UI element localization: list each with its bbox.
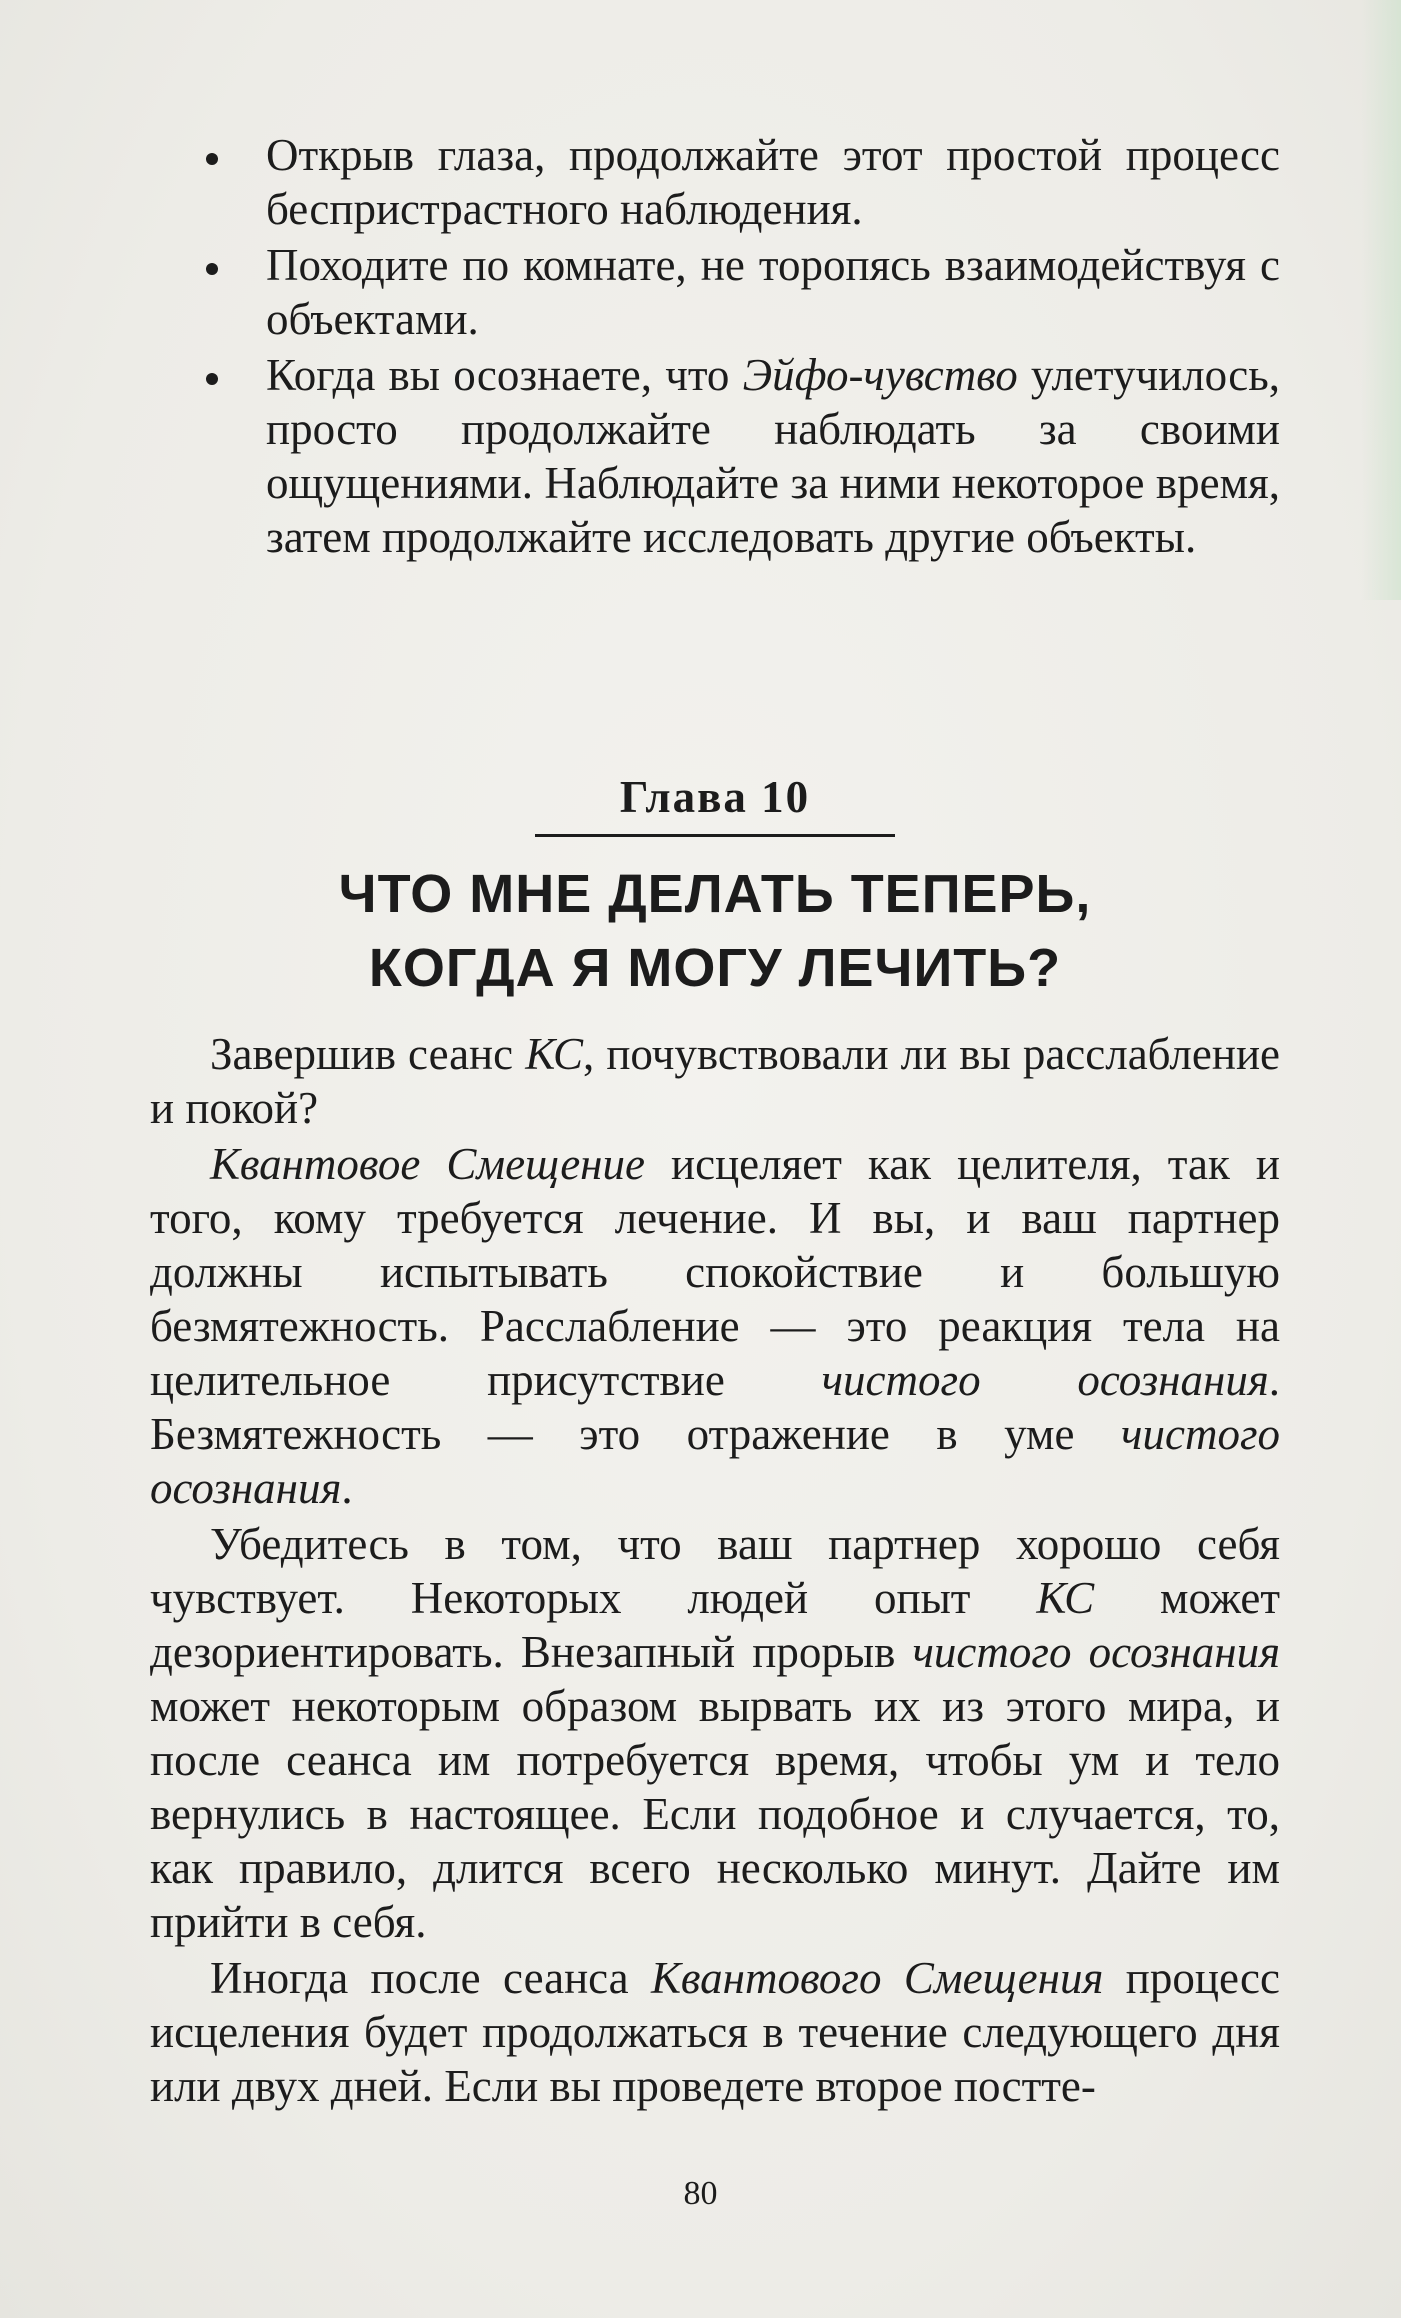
chapter-divider <box>535 834 895 837</box>
italic-segment: КС <box>1036 1573 1095 1623</box>
text-segment: Походите по комнате, не торопясь взаимодействуя с объектами. <box>266 240 1280 344</box>
page-number: 80 <box>683 2175 718 2212</box>
text-segment: улетучилось, просто продолжайте наблюдать за своими ощущениями. Наблюдайте за ними некоторое время, затем продолжайте исследовать другие объекты. <box>266 350 1280 562</box>
page-edge-tint <box>1361 0 1401 600</box>
bullet-list <box>150 128 1280 564</box>
bullet-item <box>150 128 1280 236</box>
bullet-dot-icon <box>206 153 218 165</box>
text-segment: . Безмятежность — это отражение в уме <box>150 1355 1280 1459</box>
italic-segment: Эйфо-чувство <box>742 350 1018 400</box>
text-segment: процесс исцеления будет продолжаться в течение следующего дня или двух дней. Если вы проведете второе постте- <box>150 1953 1280 2111</box>
paragraph <box>150 1951 1280 2113</box>
paragraph <box>150 1517 1280 1949</box>
paragraph <box>150 1027 1280 1135</box>
text-segment: Открыв глаза, продолжайте этот простой процесс беспристрастного наблюдения. <box>266 130 1280 234</box>
bullet-item <box>150 238 1280 346</box>
text-segment: Убедитесь в том, что ваш партнер хорошо себя чувствует. Некоторых людей опыт <box>150 1519 1280 1623</box>
italic-segment: чистого осознания <box>821 1355 1269 1405</box>
body-text <box>150 1027 1280 2113</box>
text-segment: Когда вы осознаете, что <box>266 350 743 400</box>
chapter-label: Глава 10 <box>619 772 811 822</box>
text-segment: может некоторым образом вырвать их из этого мира, и после сеанса им потребуется время, чтобы ум и тело вернулись в настоящее. Если подобное и случается, то, как правило, длится всего несколько минут. Дайте им прийти в себя. <box>150 1681 1280 1947</box>
text-segment: может дезориентировать. Внезапный прорыв <box>150 1573 1281 1677</box>
text-column <box>150 128 1280 2115</box>
italic-segment: КС <box>525 1029 584 1079</box>
chapter-title <box>150 857 1280 1005</box>
bullet-text <box>266 350 1280 562</box>
italic-segment: Квантовое Смещение <box>210 1139 645 1189</box>
bullet-dot-icon <box>206 263 218 275</box>
bullet-item <box>150 348 1280 564</box>
chapter-title-line: КОГДА Я МОГУ ЛЕЧИТЬ? <box>368 938 1062 998</box>
text-segment: . <box>341 1463 353 1513</box>
italic-segment: Квантового Смещения <box>651 1953 1104 2003</box>
italic-segment: чистого осознания <box>912 1627 1280 1677</box>
chapter-title-line: ЧТО МНЕ ДЕЛАТЬ ТЕПЕРЬ, <box>338 864 1092 924</box>
paragraph <box>150 1137 1280 1515</box>
text-segment: исцеляет как целителя, так и того, кому требуется лечение. И вы, и ваш партнер должны испытывать спокойствие и большую безмятежность. Расслабление — это реакция тела на целительное присутствие <box>150 1139 1280 1405</box>
bullet-dot-icon <box>206 373 218 385</box>
italic-segment: чистого осознания <box>150 1409 1280 1513</box>
text-segment: Завершив сеанс <box>210 1029 526 1079</box>
text-segment: Иногда после сеанса <box>210 1953 652 2003</box>
bullet-text <box>266 130 1280 234</box>
text-segment: , почувствовали ли вы расслабление и покой? <box>150 1029 1281 1133</box>
bullet-text <box>266 240 1280 344</box>
